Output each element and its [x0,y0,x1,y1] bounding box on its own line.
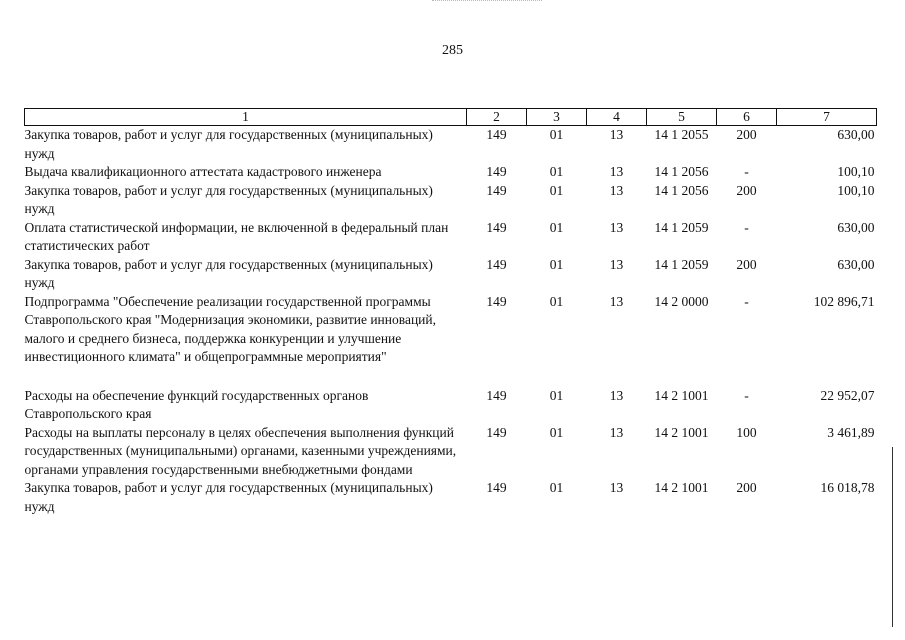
table-row [25,182,877,219]
row-code-section: 01 [549,127,564,142]
row-name: Закупка товаров, работ и услуг для государственных (муниципальных) нужд [24,256,433,290]
table-row [25,163,877,182]
row-code-ministry: 149 [486,164,507,179]
column-header-1: 1 [25,109,467,126]
row-spacer [25,367,877,387]
row-amount: 102 896,71 [813,293,875,309]
column-header-3: 3 [527,109,587,126]
row-code-subsection: 13 [609,293,624,309]
table-row [25,293,877,367]
row-target-article: 14 1 2056 [654,182,709,198]
row-name: Расходы на обеспечение функций государственных органов Ставропольского края [24,387,369,421]
row-code-section: 01 [549,424,564,440]
row-expense-type: 200 [736,256,757,272]
row-code-subsection: 13 [609,387,624,403]
row-code-section: 01 [549,387,564,403]
column-header-5: 5 [647,109,717,126]
table-row [25,479,877,516]
row-target-article: 14 2 1001 [654,387,709,403]
row-expense-type: 100 [736,424,757,440]
column-header-6: 6 [717,109,777,126]
row-amount: 630,00 [837,219,875,235]
column-header-4: 4 [587,109,647,126]
row-code-section: 01 [549,164,564,179]
row-code-subsection: 13 [609,182,624,198]
table-row [25,387,877,424]
row-code-ministry: 149 [486,256,507,272]
row-target-article: 14 2 0000 [654,293,709,309]
column-header-7: 7 [777,109,877,126]
row-code-ministry: 149 [486,219,507,235]
row-code-section: 01 [549,256,564,272]
row-name: Закупка товаров, работ и услуг для государственных (муниципальных) нужд [24,127,433,161]
row-amount: 630,00 [837,256,875,272]
row-code-subsection: 13 [609,256,624,272]
scan-artifact [432,0,542,3]
row-name: Закупка товаров, работ и услуг для государственных (муниципальных) нужд [24,480,433,514]
row-code-subsection: 13 [609,424,624,440]
row-code-ministry: 149 [486,182,507,198]
row-target-article: 14 1 2056 [654,164,709,179]
row-code-subsection: 13 [609,480,624,495]
row-target-article: 14 1 2055 [654,127,709,142]
budget-table [24,108,877,516]
row-code-subsection: 13 [609,164,624,179]
table-row [25,219,877,256]
row-expense-type: 200 [736,480,757,495]
row-code-ministry: 149 [486,424,507,440]
row-target-article: 14 2 1001 [654,424,709,440]
row-amount: 22 952,07 [820,387,875,403]
row-expense-type: 200 [736,127,757,142]
table-row [25,256,877,293]
header-row [25,109,877,126]
row-amount: 16 018,78 [820,480,875,495]
row-name: Выдача квалификационного аттестата кадастрового инженера [24,164,382,179]
table-row [25,126,877,164]
row-amount: 100,10 [837,164,875,179]
row-code-section: 01 [549,480,564,495]
row-code-subsection: 13 [609,127,624,142]
row-target-article: 14 1 2059 [654,256,709,272]
table-row [25,424,877,480]
row-name: Расходы на выплаты персоналу в целях обеспечения выполнения функций государственных (муниципальными) органами, казенными учреждениями, органами управления государственными внебюджетными фондами [24,424,457,477]
row-code-subsection: 13 [609,219,624,235]
row-target-article: 14 2 1001 [654,480,709,495]
row-target-article: 14 1 2059 [654,219,709,235]
row-code-ministry: 149 [486,293,507,309]
row-expense-type: - [744,219,749,235]
row-code-section: 01 [549,293,564,309]
row-code-section: 01 [549,219,564,235]
row-expense-type: - [744,164,749,179]
row-amount: 3 461,89 [827,424,875,440]
row-name: Оплата статистической информации, не включенной в федеральный план статистических работ [24,219,449,253]
column-header-2: 2 [467,109,527,126]
row-code-ministry: 149 [486,387,507,403]
row-expense-type: 200 [736,182,757,198]
page-number: 285 [442,43,463,58]
row-code-ministry: 149 [486,480,507,495]
row-expense-type: - [744,293,749,309]
row-name: Закупка товаров, работ и услуг для государственных (муниципальных) нужд [24,182,433,216]
scan-edge-line [892,447,893,627]
row-code-section: 01 [549,182,564,198]
row-amount: 630,00 [837,127,875,142]
row-amount: 100,10 [837,182,875,198]
row-expense-type: - [744,387,749,403]
row-name: Подпрограмма "Обеспечение реализации государственной программы Ставропольского края "Модернизация экономики, развитие инноваций, малого и среднего бизнеса, поддержка конкуренции и улучшение инвестиционного климата" и общепрограммные мероприятия" [24,293,436,364]
row-code-ministry: 149 [486,127,507,142]
